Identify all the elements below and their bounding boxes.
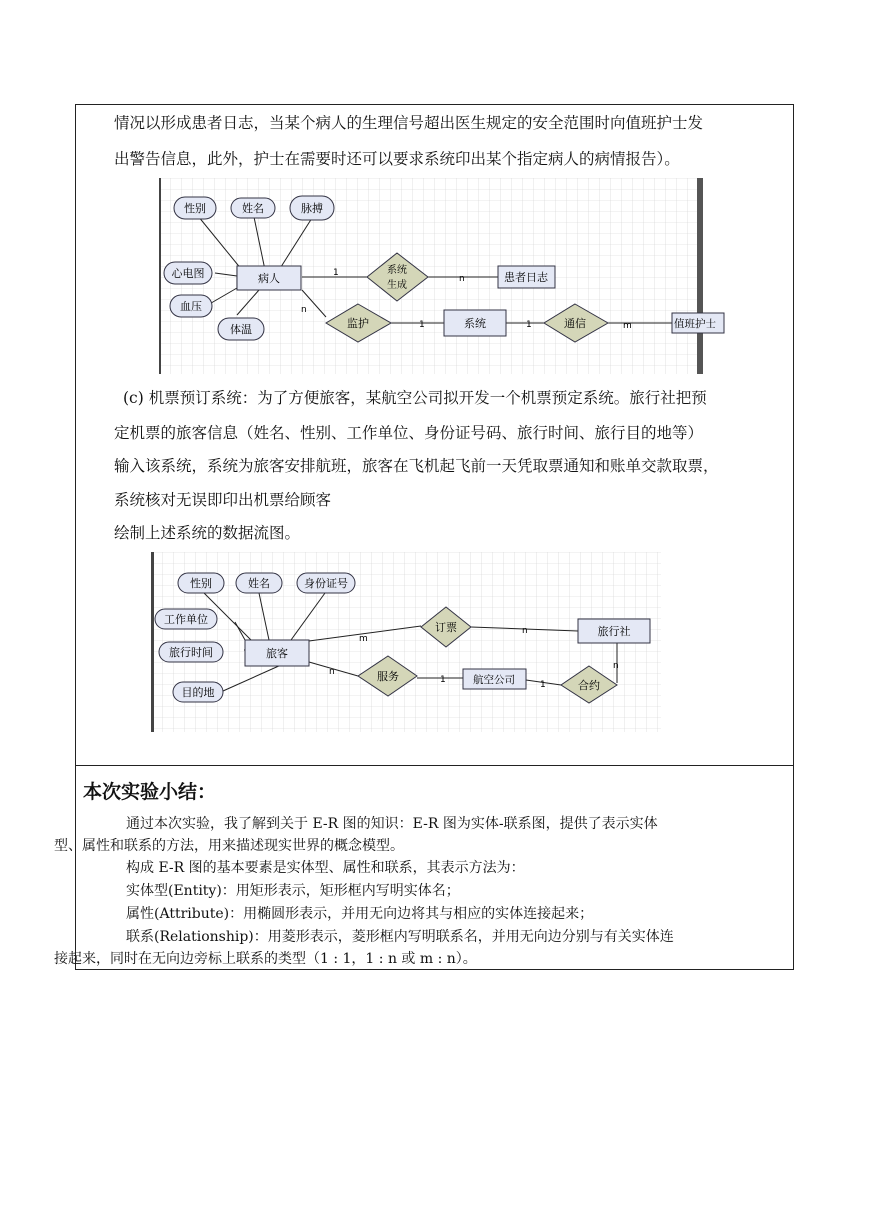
entity-system-label: 系统 <box>464 317 486 330</box>
card-patient-gen: 1 <box>333 268 339 278</box>
section-b-line-1: 情况以形成患者日志，当某个病人的生理信号超出医生规定的安全范围时向值班护士发 <box>114 114 704 132</box>
section-b-line-2: 出警告信息，此外，护士在需要时还可以要求系统印出某个指定病人的病情报告）。 <box>114 150 680 168</box>
attr-destination-label: 目的地 <box>181 686 215 699</box>
entity-patient-log-label: 患者日志 <box>504 271 548 284</box>
summary-paragraph-2: 构成 E-R 图的基本要素是实体型、属性和联系，其表示方法为： <box>126 860 525 876</box>
attr-temperature-label: 体温 <box>230 323 252 336</box>
entity-passenger-label: 旅客 <box>266 647 288 660</box>
summary-p1-line-1: 通过本次实验，我了解到关于 E-R 图的知识：E-R 图为实体-联系图，提供了表示实体 <box>126 816 658 832</box>
entity-nurse-label: 值班护士 <box>674 318 716 330</box>
section-c-line-4: 系统核对无误即印出机票给顾客 <box>114 491 332 509</box>
summary-paragraph-3: 实体型(Entity)：用矩形表示，矩形框内写明实体名； <box>126 883 460 899</box>
attr-work-unit-label: 工作单位 <box>164 613 208 626</box>
attr-ecg-label: 心电图 <box>171 267 205 280</box>
card-contract-top: n <box>613 661 619 671</box>
attr-name-label: 姓名 <box>248 577 270 590</box>
rel-order-ticket-label: 订票 <box>435 621 457 634</box>
section-c-line-1: (c) 机票预订系统：为了方便旅客，某航空公司拟开发一个机票预定系统。旅行社把预 <box>123 389 707 407</box>
report-table <box>54 104 794 970</box>
rel-service-label: 服务 <box>377 670 399 683</box>
diagram-right-edge <box>697 178 703 374</box>
diagram-left-edge <box>159 178 161 374</box>
er-diagram-airline <box>151 552 663 732</box>
summary-p1-line-2: 型、属性和联系的方法，用来描述现实世界的概念模型。 <box>54 838 404 854</box>
attr-blood-pressure-label: 血压 <box>180 300 202 313</box>
attr-gender-label: 性别 <box>184 202 206 215</box>
attr-id-number-label: 身份证号 <box>304 577 348 590</box>
summary-p5-line-2: 接起来，同时在无向边旁标上联系的类型（1 : 1，1 : n 或 m : n）。 <box>54 951 477 967</box>
rel-system-generate-label-1: 系统 <box>387 265 407 276</box>
card-order-right: n <box>522 626 528 636</box>
rel-system-generate-label-2: 生成 <box>387 280 407 291</box>
entity-patient-label: 病人 <box>258 272 280 285</box>
summary-paragraph-1 <box>54 813 786 857</box>
summary-paragraph-4: 属性(Attribute)：用椭圆形表示，并用无向边将其与相应的实体连接起来； <box>126 906 594 922</box>
summary-title: 本次实验小结： <box>83 781 217 803</box>
card-contract-left: 1 <box>540 680 546 690</box>
summary-p5-line-1: 联系(Relationship)：用菱形表示，菱形框内写明联系名，并用无向边分别与有关实体连 <box>126 929 674 945</box>
rel-contract-label: 合约 <box>578 679 600 692</box>
section-c-line-3: 输入该系统，系统为旅客安排航班，旅客在飞机起飞前一天凭取票通知和账单交款取票， <box>114 457 719 475</box>
section-c-line-5: 绘制上述系统的数据流图。 <box>114 524 301 542</box>
section-c-line-2: 定机票的旅客信息（姓名、性别、工作单位、身份证号码、旅行时间、旅行目的地等） <box>114 424 704 442</box>
card-serve-left: n <box>329 667 335 677</box>
card-order-left: m <box>359 634 368 644</box>
summary-paragraph-5 <box>54 926 786 970</box>
diagram-left-edge <box>151 552 154 732</box>
card-monitor-system: 1 <box>419 320 425 330</box>
attr-travel-time-label: 旅行时间 <box>169 646 213 659</box>
rel-communicate-label: 通信 <box>564 317 586 330</box>
table-row-divider <box>76 765 793 766</box>
attr-gender-label: 性别 <box>190 577 212 590</box>
entity-airline-label: 航空公司 <box>473 674 515 686</box>
attr-name-label: 姓名 <box>242 202 264 215</box>
rel-monitor-label: 监护 <box>347 317 369 330</box>
card-comm-nurse: m <box>623 321 632 331</box>
card-serve-right: 1 <box>440 675 446 685</box>
card-patient-monitor: n <box>301 305 307 315</box>
entity-travel-agency-label: 旅行社 <box>597 625 631 638</box>
card-system-comm: 1 <box>526 320 532 330</box>
attr-pulse-label: 脉搏 <box>301 202 323 215</box>
card-gen-log: n <box>459 274 465 284</box>
er-diagram-patient <box>159 178 716 374</box>
